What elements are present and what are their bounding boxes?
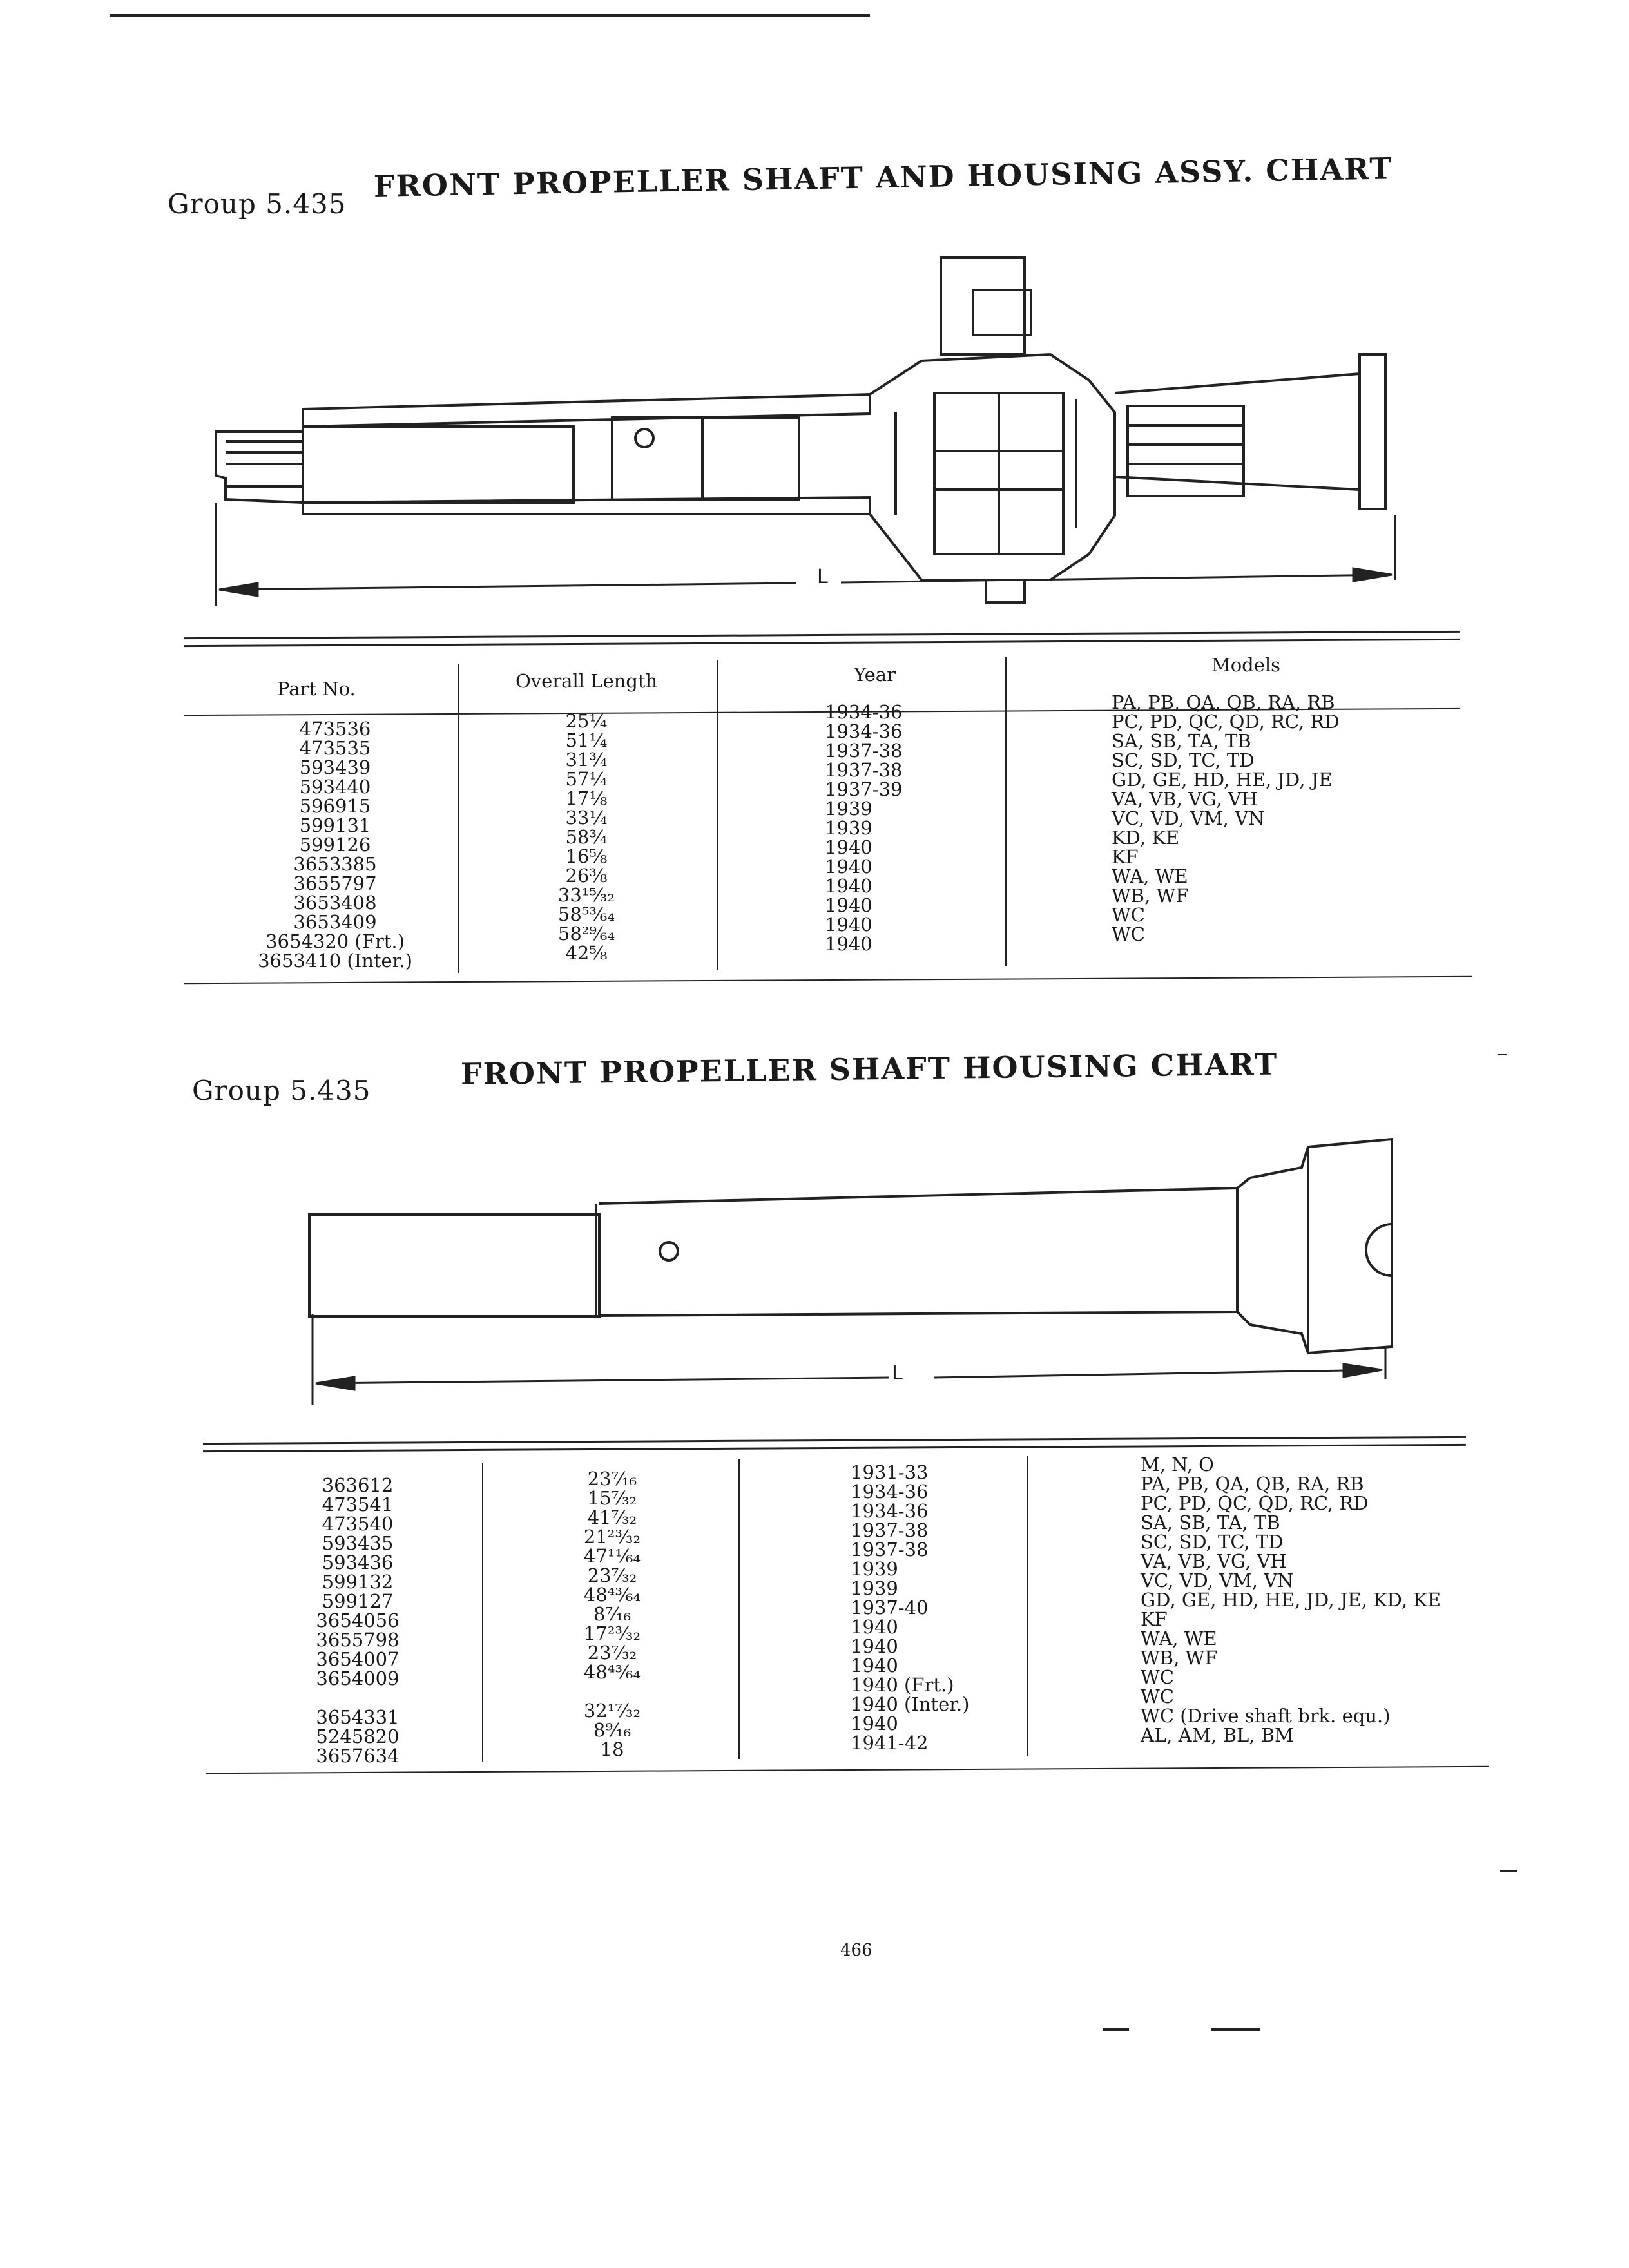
year-cell: 1940 (Inter.) xyxy=(851,1693,970,1715)
part-no-cell: 599131 xyxy=(299,814,371,836)
length-cell: 25¼ xyxy=(565,710,608,732)
year-cell: 1939 xyxy=(825,817,872,839)
section2-table-top-rule-2 xyxy=(203,1444,1466,1452)
part-no-cell: 599132 xyxy=(322,1571,394,1593)
length-cell: 31¾ xyxy=(565,749,608,771)
section1-header-part-no: Part No. xyxy=(277,678,356,700)
section1-table-top-rule xyxy=(184,631,1460,639)
year-cell: 1940 xyxy=(851,1635,898,1657)
section1-table-top-rule-2 xyxy=(184,639,1460,647)
models-cell: WA, WE xyxy=(1141,1628,1217,1649)
length-cell: 57¼ xyxy=(565,768,608,790)
section2-group-label: Group 5.435 xyxy=(192,1075,371,1106)
year-cell: 1939 xyxy=(825,798,872,820)
year-cell: 1937-39 xyxy=(825,778,903,800)
year-cell: 1937-38 xyxy=(851,1539,929,1561)
part-no-cell: 599127 xyxy=(322,1590,394,1612)
part-no-cell: 473536 xyxy=(299,718,371,740)
part-no-cell: 3655798 xyxy=(316,1629,400,1651)
length-cell: 48⁴³⁄₆₄ xyxy=(583,1661,641,1683)
year-cell: 1940 xyxy=(825,894,872,916)
year-cell: 1940 xyxy=(851,1616,898,1638)
models-cell: PA, PB, QA, QB, RA, RB xyxy=(1112,691,1335,713)
year-cell: 1937-40 xyxy=(851,1597,929,1619)
section1-col-divider-1 xyxy=(458,664,459,973)
models-cell: WA, WE xyxy=(1112,865,1188,887)
section1-length-column xyxy=(528,711,644,963)
part-no-cell: 596915 xyxy=(299,795,371,817)
length-cell: 48⁴³⁄₆₄ xyxy=(583,1584,641,1606)
models-cell: VA, VB, VG, VH xyxy=(1112,788,1258,810)
part-no-cell xyxy=(277,1688,438,1707)
length-cell: 8⁷⁄₁₆ xyxy=(593,1603,631,1625)
part-no-cell: 5245820 xyxy=(316,1725,400,1747)
year-cell: 1939 xyxy=(851,1577,898,1599)
models-cell: AL, AM, BL, BM xyxy=(1141,1724,1294,1746)
models-cell: WC xyxy=(1141,1666,1174,1688)
part-no-cell: 3654007 xyxy=(316,1648,400,1670)
models-cell: SA, SB, TA, TB xyxy=(1141,1512,1280,1533)
section1-col-divider-2 xyxy=(717,660,718,970)
section1-col-divider-3 xyxy=(1005,657,1007,966)
year-cell: 1940 xyxy=(851,1655,898,1677)
length-cell: 58¾ xyxy=(565,826,608,848)
year-cell: 1940 xyxy=(825,933,872,955)
models-cell: WC xyxy=(1141,1686,1174,1707)
section2-title: FRONT PROPELLER SHAFT HOUSING CHART xyxy=(460,1046,1278,1091)
models-cell: KD, KE xyxy=(1112,827,1180,849)
models-cell: GD, GE, HD, HE, JD, JE xyxy=(1112,769,1333,791)
section2-year-column xyxy=(851,1463,970,1753)
models-cell: PC, PD, QC, QD, RC, RD xyxy=(1141,1492,1369,1514)
section1-year-column xyxy=(825,702,903,954)
part-no-cell: 3653385 xyxy=(293,853,377,875)
part-no-cell: 3653409 xyxy=(293,911,377,933)
models-cell: WC xyxy=(1112,923,1145,945)
part-no-cell: 3657634 xyxy=(316,1745,400,1767)
year-cell: 1931-33 xyxy=(851,1461,929,1483)
year-cell: 1937-38 xyxy=(851,1519,929,1541)
length-cell: 47¹¹⁄₆₄ xyxy=(583,1545,641,1567)
length-cell: 16⅝ xyxy=(565,845,608,867)
part-no-cell: 3653410 (Inter.) xyxy=(258,950,412,972)
section2-col-divider-1 xyxy=(482,1463,483,1762)
year-cell: 1934-36 xyxy=(825,701,903,723)
models-cell: PA, PB, QA, QB, RA, RB xyxy=(1141,1473,1364,1495)
part-no-cell: 593436 xyxy=(322,1552,394,1573)
length-cell: 58⁵³⁄₆₄ xyxy=(557,903,615,925)
part-no-cell: 593439 xyxy=(299,756,371,778)
length-cell: 23⁷⁄₃₂ xyxy=(587,1564,637,1586)
part-no-cell: 473535 xyxy=(299,737,371,759)
models-cell: KF xyxy=(1141,1608,1168,1630)
length-cell: 23⁷⁄₃₂ xyxy=(587,1642,637,1664)
length-cell xyxy=(561,1682,664,1701)
models-cell: WC xyxy=(1112,904,1145,926)
part-no-cell: 363612 xyxy=(322,1474,394,1496)
year-cell: 1940 xyxy=(825,875,872,897)
section2-col-divider-3 xyxy=(1027,1456,1028,1756)
scan-speck xyxy=(1211,2028,1260,2031)
year-cell: 1940 xyxy=(825,914,872,936)
scan-speck xyxy=(1498,1054,1507,1055)
models-cell: SC, SD, TC, TD xyxy=(1112,749,1255,771)
part-no-cell: 593440 xyxy=(299,776,371,798)
models-cell: SA, SB, TA, TB xyxy=(1112,730,1251,752)
models-cell: WB, WF xyxy=(1112,885,1189,907)
models-cell: VC, VD, VM, VN xyxy=(1141,1570,1294,1591)
section1-part-no-column xyxy=(245,719,425,970)
length-cell: 15⁷⁄₃₂ xyxy=(587,1487,637,1509)
length-cell: 33¼ xyxy=(565,807,608,829)
shaft-housing-assembly-drawing xyxy=(213,245,1398,606)
scan-speck xyxy=(1500,1870,1517,1872)
length-cell: 18 xyxy=(600,1738,624,1760)
models-cell: M, N, O xyxy=(1141,1454,1214,1475)
part-no-cell: 3654009 xyxy=(316,1667,400,1689)
models-cell: KF xyxy=(1112,846,1139,868)
length-cell: 21²³⁄₃₂ xyxy=(583,1526,641,1548)
section2-table-top-rule xyxy=(203,1436,1466,1445)
section1-title: FRONT PROPELLER SHAFT AND HOUSING ASSY. CHART xyxy=(373,151,1394,204)
year-cell: 1934-36 xyxy=(825,720,903,742)
section1-table-bottom-rule xyxy=(184,976,1472,984)
scan-speck xyxy=(1103,2028,1129,2031)
section1-header-year: Year xyxy=(854,664,896,686)
length-cell: 32¹⁷⁄₃₂ xyxy=(583,1700,641,1722)
year-cell: 1940 xyxy=(851,1713,898,1735)
year-cell: 1934-36 xyxy=(851,1500,929,1522)
section2-dimension-label: L xyxy=(892,1362,903,1385)
section2-table-bottom-rule xyxy=(206,1766,1489,1774)
part-no-cell: 3653408 xyxy=(293,892,377,914)
top-rule xyxy=(110,14,870,17)
length-cell: 58²⁹⁄₆₄ xyxy=(557,923,615,945)
year-cell: 1937-38 xyxy=(825,740,903,762)
length-cell: 26⅜ xyxy=(565,865,608,887)
page-number: 466 xyxy=(840,1941,872,1960)
year-cell: 1937-38 xyxy=(825,759,903,781)
part-no-cell: 599126 xyxy=(299,834,371,856)
part-no-cell: 3655797 xyxy=(293,872,377,894)
section2-models-column xyxy=(1141,1455,1441,1745)
part-no-cell: 3654056 xyxy=(316,1610,400,1631)
part-no-cell: 473540 xyxy=(322,1513,394,1535)
models-cell: VA, VB, VG, VH xyxy=(1141,1550,1287,1572)
part-no-cell: 3654331 xyxy=(316,1706,400,1728)
year-cell: 1940 xyxy=(825,856,872,878)
models-cell: WC (Drive shaft brk. equ.) xyxy=(1141,1705,1391,1727)
section1-header-models: Models xyxy=(1211,654,1281,676)
length-cell: 33¹⁵⁄₃₂ xyxy=(557,884,615,906)
section2-col-divider-2 xyxy=(738,1459,740,1759)
year-cell: 1941-42 xyxy=(851,1732,929,1754)
section1-models-column xyxy=(1112,693,1340,944)
year-cell: 1939 xyxy=(851,1558,898,1580)
year-cell: 1940 (Frt.) xyxy=(851,1674,954,1696)
section2-part-no-column xyxy=(277,1475,438,1765)
length-cell: 41⁷⁄₃₂ xyxy=(587,1506,637,1528)
part-no-cell: 473541 xyxy=(322,1494,394,1515)
length-cell: 23⁷⁄₁₆ xyxy=(587,1468,637,1490)
length-cell: 17⅛ xyxy=(565,787,608,809)
length-cell: 51¼ xyxy=(565,729,608,751)
models-cell: VC, VD, VM, VN xyxy=(1112,807,1265,829)
models-cell: WB, WF xyxy=(1141,1647,1218,1669)
section1-header-overall-length: Overall Length xyxy=(516,670,658,692)
year-cell: 1940 xyxy=(825,836,872,858)
year-cell: 1934-36 xyxy=(851,1481,929,1503)
models-cell: PC, PD, QC, QD, RC, RD xyxy=(1112,711,1340,733)
models-cell: SC, SD, TC, TD xyxy=(1141,1531,1284,1553)
section1-dimension-label: L xyxy=(817,566,828,588)
part-no-cell: 593435 xyxy=(322,1532,394,1554)
part-no-cell: 3654320 (Frt.) xyxy=(265,930,405,952)
shaft-housing-drawing xyxy=(303,1121,1398,1405)
models-cell: GD, GE, HD, HE, JD, JE, KD, KE xyxy=(1141,1589,1441,1611)
length-cell: 8⁹⁄₁₆ xyxy=(593,1719,631,1741)
length-cell: 17²³⁄₃₂ xyxy=(583,1622,641,1644)
section2-length-column xyxy=(561,1469,664,1759)
section1-group-label: Group 5.435 xyxy=(168,188,347,220)
length-cell: 42⅝ xyxy=(565,942,608,964)
